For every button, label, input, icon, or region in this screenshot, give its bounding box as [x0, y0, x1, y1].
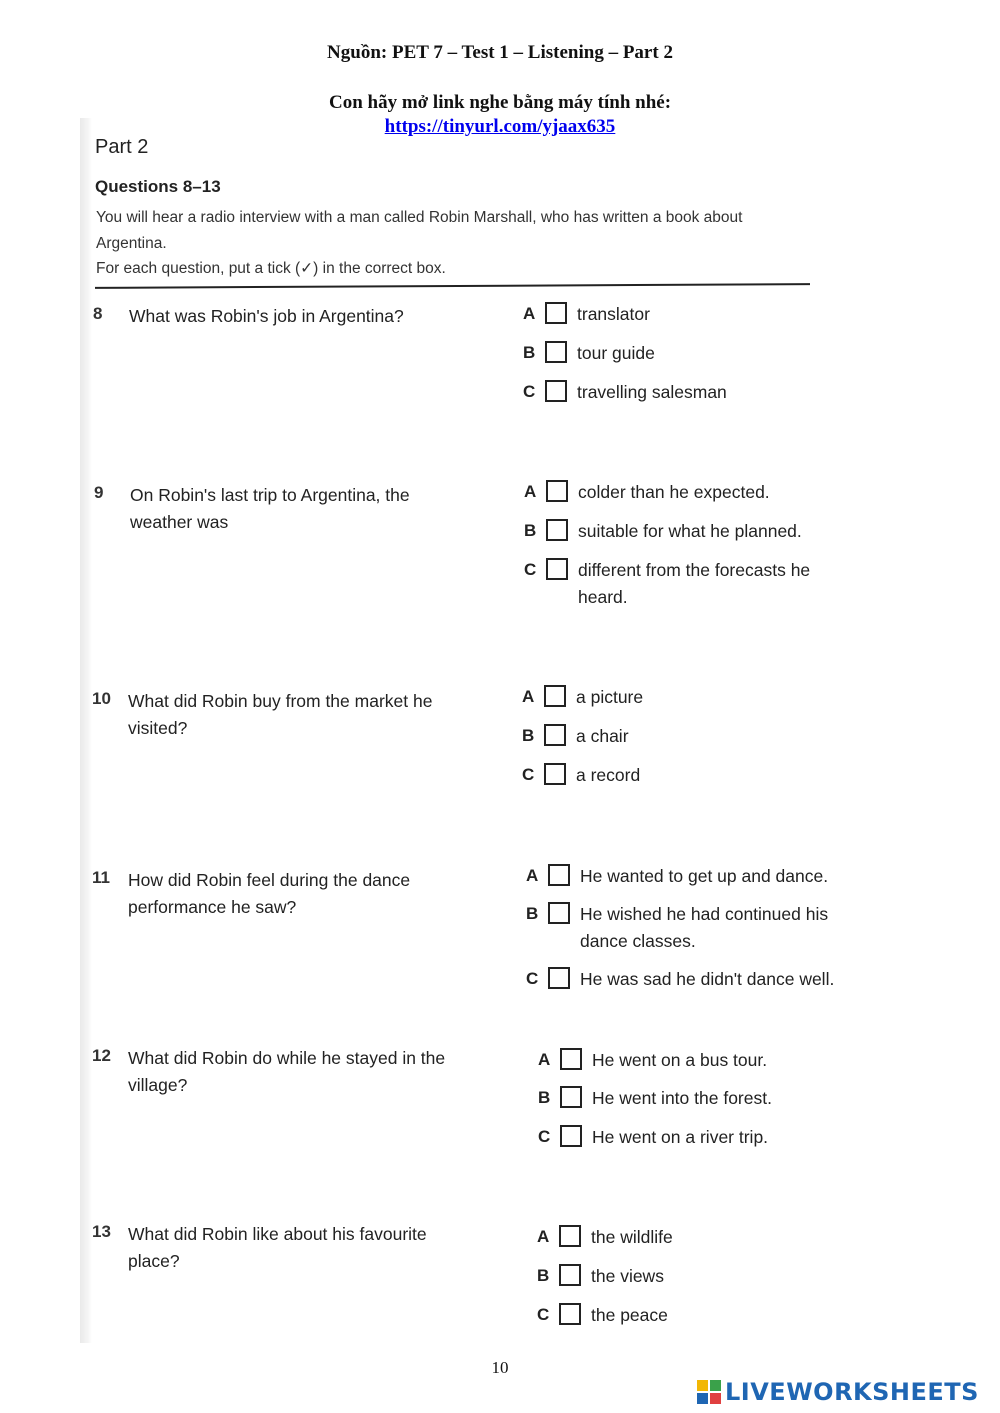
- option-text: the wildlife: [591, 1227, 673, 1247]
- intro-line: Argentina.: [96, 235, 167, 252]
- intro-line: For each question, put a tick (✓) in the correct box.: [96, 260, 446, 277]
- question-text: What did Robin buy from the market he visited?: [128, 691, 433, 738]
- option-letter: B: [538, 1088, 551, 1107]
- answer-checkbox[interactable]: [544, 724, 566, 746]
- answer-checkbox[interactable]: [548, 967, 570, 989]
- source-heading: Nguồn: PET 7 – Test 1 – Listening – Part 2: [327, 42, 673, 63]
- option-letter: C: [522, 765, 535, 784]
- option-text: He went into the forest.: [592, 1088, 772, 1108]
- option-letter: A: [538, 1050, 551, 1069]
- option-letter: A: [524, 482, 537, 501]
- option-letter: A: [526, 866, 539, 885]
- answer-checkbox[interactable]: [545, 341, 567, 363]
- question-number: 10: [92, 689, 111, 708]
- page-number: 10: [491, 1358, 509, 1377]
- option-text: suitable for what he planned.: [578, 521, 802, 541]
- question-text: On Robin's last trip to Argentina, the weather was: [130, 485, 410, 532]
- option-text: He went on a river trip.: [592, 1127, 769, 1147]
- liveworksheets-logo: [697, 1378, 979, 1406]
- answer-checkbox[interactable]: [546, 519, 568, 541]
- option-text: He wanted to get up and dance.: [580, 866, 829, 886]
- question-text: What did Robin do while he stayed in the village?: [128, 1048, 446, 1095]
- option-letter: A: [523, 304, 536, 323]
- option-text: the peace: [591, 1305, 668, 1325]
- answer-checkbox[interactable]: [545, 380, 567, 402]
- option-text: He went on a bus tour.: [592, 1050, 768, 1070]
- divider: [95, 283, 810, 289]
- option-letter: A: [522, 687, 535, 706]
- questions-range: Questions 8–13: [95, 177, 221, 196]
- option-letter: C: [538, 1127, 551, 1146]
- answer-checkbox[interactable]: [559, 1303, 581, 1325]
- option-letter: B: [524, 521, 537, 540]
- option-text: colder than he expected.: [578, 482, 770, 502]
- question-number: 11: [92, 868, 110, 887]
- audio-link[interactable]: https://tinyurl.com/yjaax635: [384, 116, 616, 137]
- answer-checkbox[interactable]: [544, 685, 566, 707]
- option-letter: B: [526, 904, 539, 923]
- question-number: 12: [92, 1046, 111, 1065]
- option-text: a chair: [576, 726, 629, 746]
- answer-checkbox[interactable]: [545, 302, 567, 324]
- brand-name: LIVEWORKSHEETS: [725, 1378, 979, 1406]
- answer-checkbox[interactable]: [559, 1225, 581, 1247]
- option-letter: B: [522, 726, 535, 745]
- option-letter: B: [537, 1266, 550, 1285]
- answer-checkbox[interactable]: [544, 763, 566, 785]
- option-letter: C: [523, 382, 536, 401]
- question-number: 8: [93, 304, 103, 323]
- option-letter: C: [526, 969, 539, 988]
- option-text: different from the forecasts he heard.: [578, 560, 811, 607]
- option-letter: C: [537, 1305, 550, 1324]
- question-number: 13: [92, 1222, 111, 1241]
- question-text: What did Robin like about his favourite place?: [128, 1224, 427, 1271]
- answer-checkbox[interactable]: [560, 1086, 582, 1108]
- option-text: He was sad he didn't dance well.: [580, 969, 835, 989]
- option-text: He wished he had continued his dance classes.: [580, 904, 829, 951]
- answer-checkbox[interactable]: [560, 1125, 582, 1147]
- answer-checkbox[interactable]: [546, 558, 568, 580]
- option-letter: C: [524, 560, 537, 579]
- answer-checkbox[interactable]: [559, 1264, 581, 1286]
- question-number: 9: [94, 483, 104, 502]
- answer-checkbox[interactable]: [560, 1048, 582, 1070]
- question-text: How did Robin feel during the dance performance he saw?: [128, 870, 411, 917]
- answer-checkbox[interactable]: [548, 864, 570, 886]
- question-text: What was Robin's job in Argentina?: [129, 306, 404, 326]
- option-letter: B: [523, 343, 536, 362]
- part-title: Part 2: [95, 136, 149, 158]
- answer-checkbox[interactable]: [548, 902, 570, 924]
- answer-checkbox[interactable]: [546, 480, 568, 502]
- intro-line: You will hear a radio interview with a man called Robin Marshall, who has written a book about: [96, 209, 743, 226]
- logo-icon: [697, 1380, 721, 1404]
- option-text: tour guide: [577, 343, 655, 363]
- option-text: translator: [577, 304, 650, 324]
- option-text: a picture: [576, 687, 644, 707]
- scan-shadow: [80, 118, 92, 1343]
- option-letter: A: [537, 1227, 550, 1246]
- instruction-heading: Con hãy mở link nghe bằng máy tính nhé:: [328, 92, 672, 113]
- option-text: a record: [576, 765, 641, 785]
- option-text: the views: [591, 1266, 664, 1286]
- option-text: travelling salesman: [577, 382, 727, 402]
